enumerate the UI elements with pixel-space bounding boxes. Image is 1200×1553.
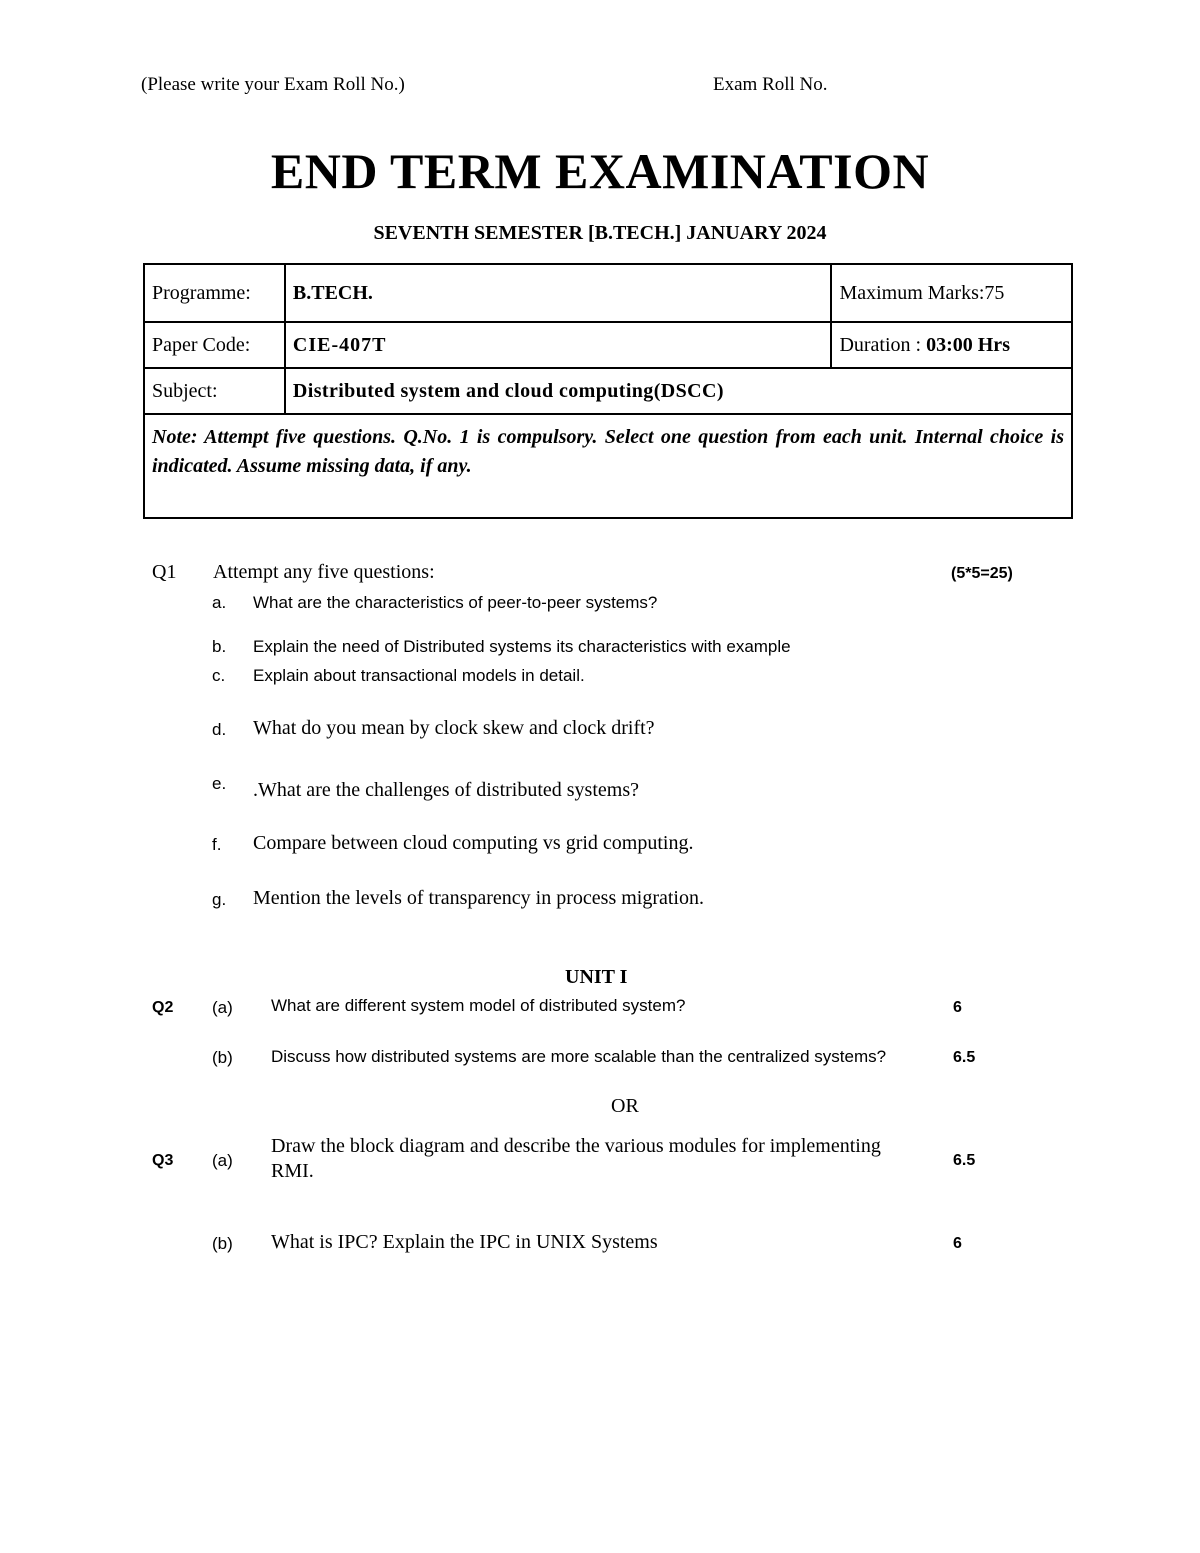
duration-label: Duration :: [839, 333, 927, 356]
exam-note: Note: Attempt five questions. Q.No. 1 is compulsory. Select one question from each unit. Internal choice is indicated. Assume missing data, if any.: [144, 414, 1072, 518]
q1-part-letter: f.: [212, 835, 222, 854]
subject-value: Distributed system and cloud computing(DSCC): [285, 368, 1072, 414]
roll-number-label: Exam Roll No.: [713, 74, 828, 95]
subject-label: Subject:: [144, 368, 285, 414]
q2-part-a-marks: 6: [953, 999, 962, 1016]
q2-part-b-marks: 6.5: [953, 1049, 976, 1066]
programme-label: Programme:: [144, 264, 285, 322]
paper-code-row: [144, 322, 1072, 368]
q1-part-letter: a.: [212, 593, 227, 612]
unit-heading: UNIT I: [565, 966, 628, 988]
exam-info-table: [143, 263, 1073, 519]
q2-part-a-label: (a): [212, 998, 233, 1017]
note-row: [144, 414, 1072, 518]
q1-part-letter: e.: [212, 774, 227, 793]
q1-part-letter: c.: [212, 666, 226, 685]
programme-row: [144, 264, 1072, 322]
duration-value: 03:00 Hrs: [926, 333, 1010, 356]
q1-instruction: Attempt any five questions:: [213, 561, 435, 583]
or-separator: OR: [611, 1095, 639, 1117]
q3-part-a-label: (a): [212, 1151, 233, 1170]
paper-code-value: CIE-407T: [285, 322, 832, 368]
q1-part-text: Compare between cloud computing vs grid computing.: [253, 832, 694, 854]
q1-part-text: Explain the need of Distributed systems its characteristics with example: [253, 637, 791, 656]
paper-code-label: Paper Code:: [144, 322, 285, 368]
exam-title: END TERM EXAMINATION: [270, 143, 930, 199]
q1-part-text: .What are the challenges of distributed systems?: [253, 779, 639, 801]
subject-row: [144, 368, 1072, 414]
duration-cell: [831, 322, 1072, 368]
q3-number: Q3: [152, 1152, 174, 1169]
q3-part-b-label: (b): [212, 1234, 233, 1253]
q2-part-b-label: (b): [212, 1048, 233, 1067]
q1-part-letter: b.: [212, 637, 227, 656]
programme-value: B.TECH.: [285, 264, 832, 322]
maximum-marks: Maximum Marks:75: [831, 264, 1072, 322]
q3-part-a-text: Draw the block diagram and describe the various modules for implementing RMI.: [271, 1135, 881, 1182]
q1-part-text: What are the characteristics of peer-to-peer systems?: [253, 593, 658, 612]
q3-part-b-marks: 6: [953, 1235, 962, 1252]
q1-part-text: Mention the levels of transparency in process migration.: [253, 887, 704, 909]
q2-number: Q2: [152, 999, 174, 1016]
q1-number: Q1: [152, 561, 177, 583]
exam-subtitle: SEVENTH SEMESTER [B.TECH.] JANUARY 2024: [373, 222, 827, 244]
q1-part-letter: d.: [212, 720, 227, 739]
q3-part-a-marks: 6.5: [953, 1152, 976, 1169]
q1-marks: (5*5=25): [951, 565, 1013, 582]
q2-part-b-text: Discuss how distributed systems are more scalable than the centralized systems?: [271, 1047, 887, 1066]
q1-part-text: Explain about transactional models in detail.: [253, 666, 585, 685]
roll-number-hint: (Please write your Exam Roll No.): [141, 74, 405, 95]
q1-part-text: What do you mean by clock skew and clock drift?: [253, 717, 655, 739]
q3-part-b-text: What is IPC? Explain the IPC in UNIX Systems: [271, 1231, 658, 1253]
q2-part-a-text: What are different system model of distributed system?: [271, 996, 686, 1015]
q1-part-letter: g.: [212, 890, 227, 909]
